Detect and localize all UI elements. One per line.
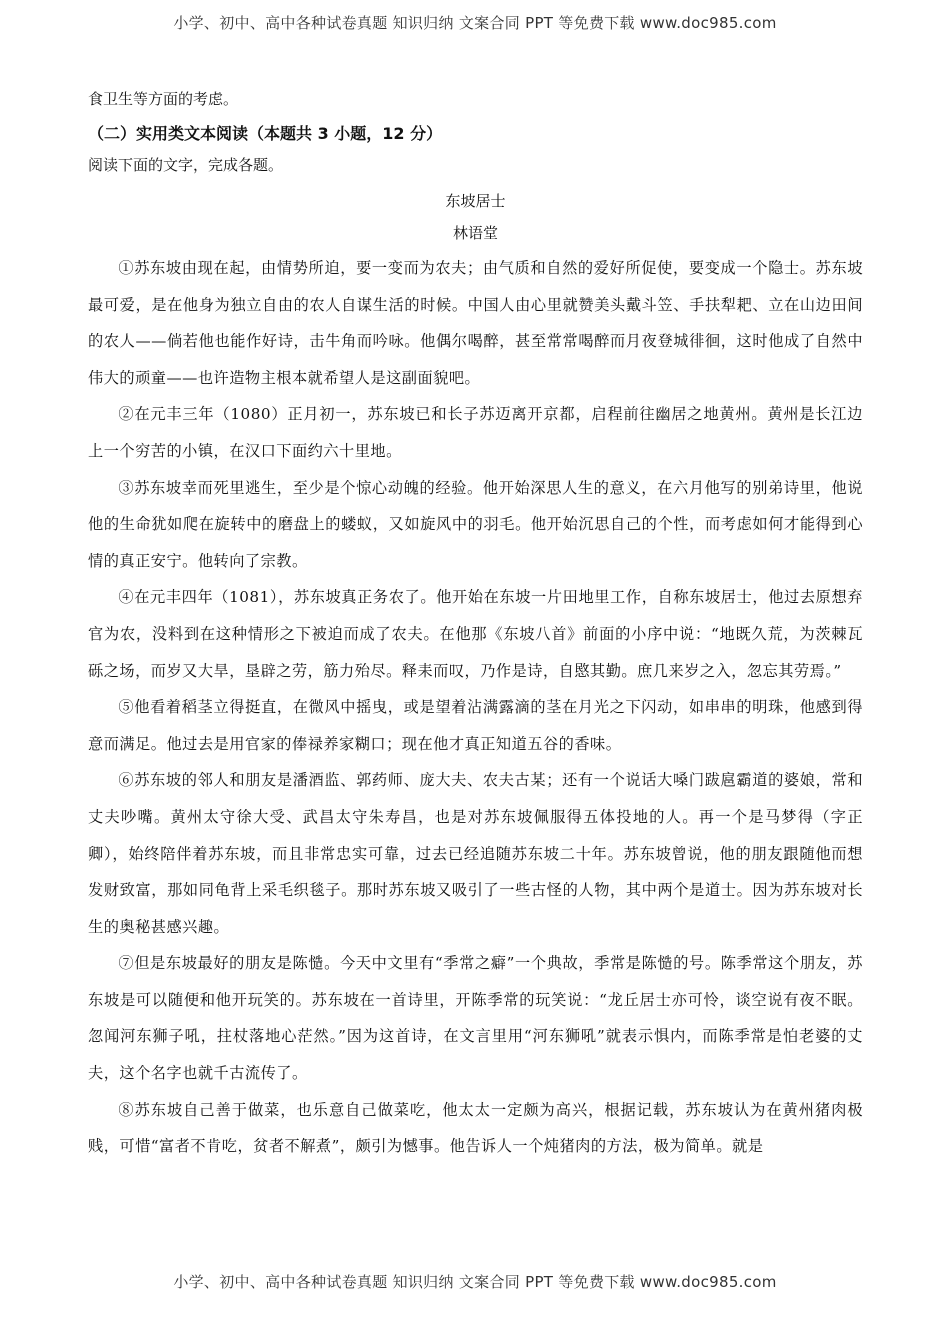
- carryover-line: 食卫生等方面的考虑。: [88, 90, 239, 108]
- paragraph-8: ⑧苏东坡自己善于做菜，也乐意自己做菜吃，他太太一定颇为高兴，根据记载，苏东坡认为在黄州猪肉极贱，可惜“富者不肯吃，贫者不解煮”，颇引为憾事。他告诉人一个炖猪肉的方法，极为简单。就是: [88, 1100, 863, 1156]
- page-header: 小学、初中、高中各种试卷真题 知识归纳 文案合同 PPT 等免费下载 www.doc985.com: [173, 14, 777, 32]
- paragraph-6: ⑥苏东坡的邻人和朋友是潘酒监、郭药师、庞大夫、农夫古某；还有一个说话大嗓门跋扈霸道的婆娘，常和丈夫吵嘴。黄州太守徐大受、武昌太守朱寿昌，也是对苏东坡佩服得五体投地的人。再一个是马梦得（字正卿），始终陪伴着苏东坡，而且非常忠实可靠，过去已经追随苏东坡二十年。苏东坡曾说，他的朋友跟随他而想发财致富，那如同龟背上采毛织毯子。那时苏东坡又吸引了一些古怪的人物，其中两个是道士。因为苏东坡对长生的奥秘甚感兴趣。: [88, 771, 863, 936]
- paragraph-7: ⑦但是东坡最好的朋友是陈慥。今天中文里有“季常之癖”一个典故，季常是陈慥的号。陈季常这个朋友，苏东坡是可以随便和他开玩笑的。苏东坡在一首诗里，开陈季常的玩笑说：“龙丘居士亦可怜，谈空说有夜不眠。忽闻河东狮子吼，拄杖落地心茫然。”因为这首诗，在文言里用“河东狮吼”就表示惧内，而陈季常是怕老婆的丈夫，这个名字也就千古流传了。: [88, 954, 863, 1083]
- paragraph-4: ④在元丰四年（1081），苏东坡真正务农了。他开始在东坡一片田地里工作，自称东坡居士，他过去原想弃官为农，没料到在这种情形之下被迫而成了农夫。在他那《东坡八首》前面的小序中说：“地既久荒，为茨棘瓦砾之场，而岁又大旱，垦辟之劳，筋力殆尽。释耒而叹，乃作是诗，自愍其勤。庶几来岁之入，忽忘其劳焉。”: [88, 588, 863, 680]
- paragraph-5: ⑤他看着稻茎立得挺直，在微风中摇曳，或是望着沾满露滴的茎在月光之下闪动，如串串的明珠，他感到得意而满足。他过去是用官家的俸禄养家糊口；现在他才真正知道五谷的香味。: [88, 698, 863, 753]
- paragraph-1: ①苏东坡由现在起，由情势所迫，要一变而为农夫；由气质和自然的爱好所促使，要变成一个隐士。苏东坡最可爱，是在他身为独立自由的农人自谋生活的时候。中国人由心里就赞美头戴斗笠、手扶犁耙、立在山边田间的农人——倘若他也能作好诗，击牛角而吟咏。他偶尔喝醉，甚至常常喝醉而月夜登城徘徊，这时他成了自然中伟大的顽童——也许造物主根本就希望人是这副面貌吧。: [88, 259, 863, 387]
- article-author: 林语堂: [452, 224, 498, 242]
- article-title: 东坡居士: [445, 192, 506, 210]
- paragraph-2: ②在元丰三年（1080）正月初一，苏东坡已和长子苏迈离开京都，启程前往幽居之地黄州。黄州是长江边上一个穷苦的小镇，在汉口下面约六十里地。: [88, 405, 863, 460]
- reading-instruction: 阅读下面的文字，完成各题。: [88, 156, 284, 174]
- section-heading: （二）实用类文本阅读（本题共 3 小题，12 分）: [88, 124, 443, 143]
- paragraph-3: ③苏东坡幸而死里逃生，至少是个惊心动魄的经验。他开始深思人生的意义，在六月他写的别弟诗里，他说他的生命犹如爬在旋转中的磨盘上的蝼蚁，又如旋风中的羽毛。他开始沉思自己的个性，而考虑如何才能得到心情的真正安宁。他转向了宗教。: [88, 478, 863, 570]
- page-footer: 小学、初中、高中各种试卷真题 知识归纳 文案合同 PPT 等免费下载 www.doc985.com: [173, 1273, 777, 1291]
- document-body: [88, 86, 863, 1165]
